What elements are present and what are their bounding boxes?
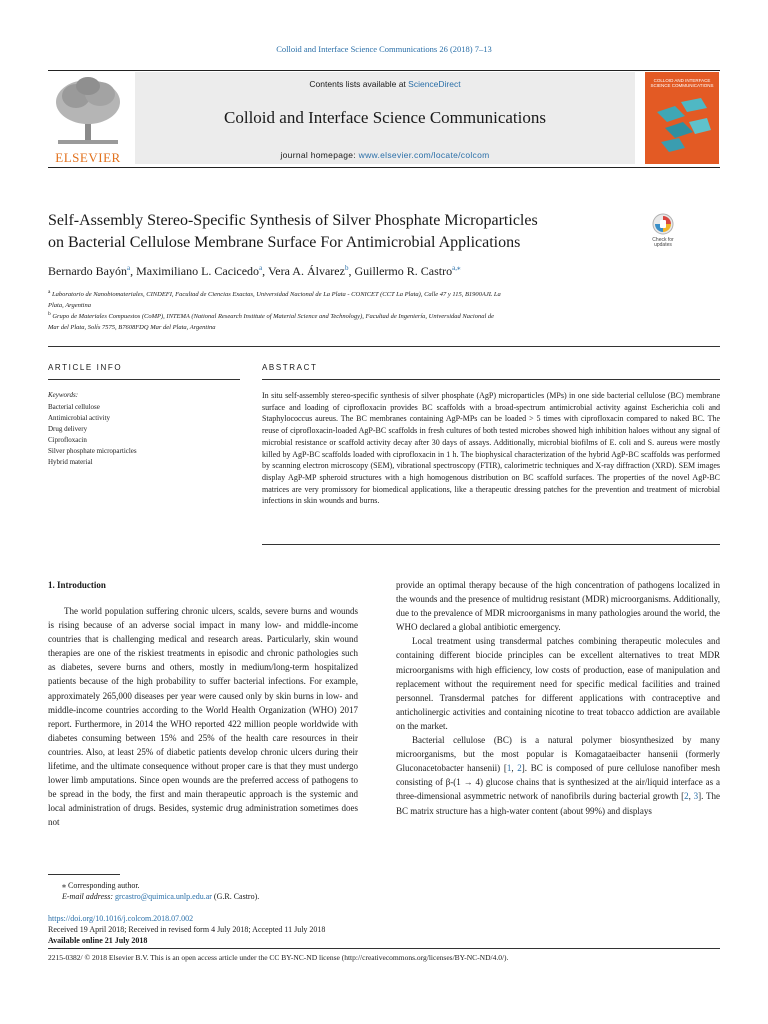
contents-line — [135, 79, 635, 89]
paragraph: The world population suffering chronic ulcers, scalds, severe burns and wounds is rising because of an adverse social impact in many low- and middle-income countries that is challenging medical and research areas. Particularly, skin wound therapies are one of the riskiest treatments in episodic and chronic pathologies such as diabetes, severe burns and others, mostly in medium/long-term hospitalized patients because of the high probability to suffer bacterial infections. For example, approximately 265,000 diseases per year were caused only by skin burns in low- and middle-income countries according to the World Health Organization (WHO) 2017 report. Furthermore, in 2014 the WHO reported 422 million people worldwide with diabetes consuming between 15% and 25% of the health care resources in their countries. Also, at least 25% of diabetic patients develop chronic ulcers during their lifetime, and the ultimate consequence without proper care is that they must undergo lower limb amputations. Since open wounds are the preferred access of pathogens to be spread in the body, the first and main therapeutic approach is the systemic and local administration of drugs. Besides, systemic drug administration sometimes does not — [48, 606, 358, 828]
elsevier-logo — [48, 74, 128, 164]
homepage-line — [135, 150, 635, 160]
author-name[interactable]: Maximiliano L. Cacicedo — [136, 264, 260, 278]
keyword-list — [48, 402, 238, 468]
header-bottom-rule — [48, 167, 720, 168]
author-affil-sup[interactable]: a — [126, 264, 131, 272]
abstract-rule — [262, 379, 720, 380]
journal-citation[interactable]: Colloid and Interface Science Communications 26 (2018) 7–13 — [276, 44, 492, 54]
reference-link[interactable]: 1 — [506, 763, 512, 774]
paragraph-text: Bacterial cellulose (BC) is a natural polymer biosynthesized by many microorganisms, but the most popular is Komagataeibacter hansenii (formerly Gluconacetobacter hansenii) [ — [396, 735, 720, 774]
sciencedirect-link[interactable]: ScienceDirect — [408, 79, 461, 89]
journal-cover[interactable] — [645, 72, 719, 164]
publisher-name: ELSEVIER — [55, 150, 121, 165]
section-heading-introduction: 1. Introduction — [48, 580, 106, 590]
keyword: Antimicrobial activity — [48, 414, 111, 422]
reference-link[interactable]: 2 — [684, 791, 689, 802]
license-line: 2215-0382/ © 2018 Elsevier B.V. This is an open access article under the CC BY-NC-ND license (http://creativecommons.org/licenses/BY-NC-ND/4.0/). — [48, 953, 509, 962]
abstract-heading: ABSTRACT — [262, 363, 318, 372]
keyword: Hybrid material — [48, 458, 93, 466]
affiliation-text: Laboratorio de Nanobiomateriales, CINDEFI, Facultad de Ciencias Exactas, Universidad Nacional de La Plata - CONICET (CCT La Plata), Calle 47 y 115, B1900AJL La — [52, 291, 501, 299]
body-column-left — [48, 604, 358, 830]
reference-sep: , — [688, 791, 694, 802]
author-sep: , — [348, 264, 355, 278]
cover-title: COLLOID AND INTERFACE SCIENCE COMMUNICATIONS — [650, 78, 714, 88]
article-info-heading: ARTICLE INFO — [48, 363, 123, 372]
received-dates: Received 19 April 2018; Received in revised form 4 July 2018; Accepted 11 July 2018 — [48, 925, 326, 934]
paragraph-text: ]. BC is composed of pure cellulose nanofiber mesh consisting of β-(1 → 4) glucose chains that is synthesized at the air/liquid interface as a three-dimensional asymmetric network of nanofibrils during bacterial growth [ — [396, 763, 720, 802]
affiliation-b — [48, 309, 638, 333]
header-top-rule — [48, 70, 720, 71]
article-history — [48, 913, 720, 946]
affiliation-sup: b — [48, 311, 51, 317]
email-suffix: (G.R. Castro). — [211, 892, 260, 901]
reference-link[interactable]: 2 — [517, 763, 522, 774]
keywords-label: Keywords: — [48, 391, 79, 399]
keyword: Drug delivery — [48, 425, 88, 433]
keyword: Silver phosphate microparticles — [48, 447, 137, 455]
author-affil-sup[interactable]: b — [344, 264, 349, 272]
crossmark-badge[interactable] — [645, 212, 681, 254]
footnote-corresponding — [48, 880, 720, 902]
crossmark-icon — [645, 212, 681, 238]
abstract-text: In situ self-assembly stereo-specific synthesis of silver phosphate (AgP) microparticles (MPs) in one side bacterial cellulose (BC) membrane surface and loading of ciprofloxacin provides BC scaffolds with a broad-spectrum antimicrobial activity against Escherichia coli and Staphylococcus aureus. The BC membranes containing AgP-MPs can be loaded > 5 times with ciprofloxacin compared to naked BC. The reuse of ciprofloxacin-loaded AgP-BC scaffolds in fresh cultures of both tested microbes showed high inhibition haloes without any signal of microbial resistance or scaffold activity decay after 30 days of assays. Additionally, microbial biofilms of E. coli and S. aureus were mostly killed by AgP-BC scaffolds loaded with ciprofloxacin in 1 h. The biophysical characterization of the hybrid AgP-BC scaffolds was performed by scanning electron microscopy (SEM), vibrational spectroscopy (FTIR), calorimetric techniques and X-ray diffraction (XRD). SEM images display AgP-MP spheroid structures with a high homogenous distribution on BC scaffold surfaces. The properties of the novel AgP-BC matrices are very promissory for biomedical applications, like a therapeutic dressing patches for the prevention and treatment of microbial infections in skin wounds and burns. — [262, 391, 720, 506]
contents-prefix: Contents lists available at — [309, 79, 409, 89]
abstract-bottom-rule — [262, 544, 720, 545]
footnote-rule — [48, 874, 120, 875]
crossmark-label: Check for updates — [652, 237, 674, 248]
article-title-line-2: on Bacterial Cellulose Membrane Surface For Antimicrobial Applications — [48, 234, 521, 251]
keyword: Bacterial cellulose — [48, 403, 100, 411]
author-name[interactable]: Bernardo Bayón — [48, 264, 127, 278]
homepage-prefix: journal homepage: — [280, 150, 359, 160]
available-online: Available online 21 July 2018 — [48, 936, 148, 945]
license-rule — [48, 948, 720, 949]
article-title-line-1: Self-Assembly Stereo-Specific Synthesis of Silver Phosphate Microparticles — [48, 212, 538, 229]
paragraph — [396, 733, 720, 818]
cover-graphic — [645, 72, 719, 164]
affiliation-a — [48, 287, 638, 311]
author-affil-sup[interactable]: a — [259, 264, 263, 272]
affiliation-sup: a — [48, 289, 51, 295]
email-link[interactable]: grcastro@quimica.unlp.edu.ar — [115, 892, 212, 901]
article-title — [48, 210, 633, 254]
author-sep: , — [262, 264, 268, 278]
author-name[interactable]: Guillermo R. Castro — [354, 264, 453, 278]
affiliation-text: Plata, Argentina — [48, 302, 91, 310]
body-column-right — [396, 578, 720, 818]
affiliation-text: Mar del Plata, Solís 7575, B7608FDQ Mar del Plata, Argentina — [48, 324, 216, 332]
keyword: Ciprofloxacin — [48, 436, 87, 444]
reference-sep: , — [511, 763, 518, 774]
info-rule — [48, 379, 240, 380]
author-name[interactable]: Vera A. Álvarez — [267, 264, 345, 278]
author-list — [48, 264, 720, 279]
homepage-link[interactable]: www.elsevier.com/locate/colcom — [358, 150, 490, 160]
email-label: E-mail address: — [62, 892, 116, 901]
tree-icon — [48, 74, 128, 150]
author-sep: , — [130, 264, 137, 278]
paragraph: Local treatment using transdermal patches combining therapeutic molecules and containing different biocide principles can be excellent alternatives to treat MDR microorganisms with high efficiency, low costs of production, ease of manipulation and replacement without the requirement need for specific medical facilities and trained personnel. Transdermal patches for different applications with contraceptive and anticholinergic activities and containing nicotine to treat tobacco addiction are available on the market. — [396, 636, 720, 731]
reference-link[interactable]: 3 — [693, 791, 699, 802]
doi-link[interactable]: https://doi.org/10.1016/j.colcom.2018.07.002 — [48, 914, 194, 923]
journal-title: Colloid and Interface Science Communications — [224, 108, 546, 127]
corresponding-author-note: ⁎ Corresponding author. — [62, 881, 140, 890]
paragraph: provide an optimal therapy because of the high concentration of pathogens localized in the wounds and the presence of multidrug resistant (MDR) microorganisms. Additionally, due to the prevalence of MDR microorganisms in many pathologies around the world, the WHO declared a global antibiotic emergency. — [396, 580, 720, 633]
info-top-rule — [48, 346, 720, 347]
paragraph-text: ]. The BC matrix structure has a high-water content (about 99%) and displays — [396, 791, 721, 816]
author-affil-sup[interactable]: a,⁎ — [452, 264, 461, 272]
affiliation-text: Grupo de Materiales Compuestos (CoMP), INTEMA (National Research Institute of Material Science and Technology), Facultad de Ingeniería, Universidad Nacional de — [52, 313, 495, 321]
